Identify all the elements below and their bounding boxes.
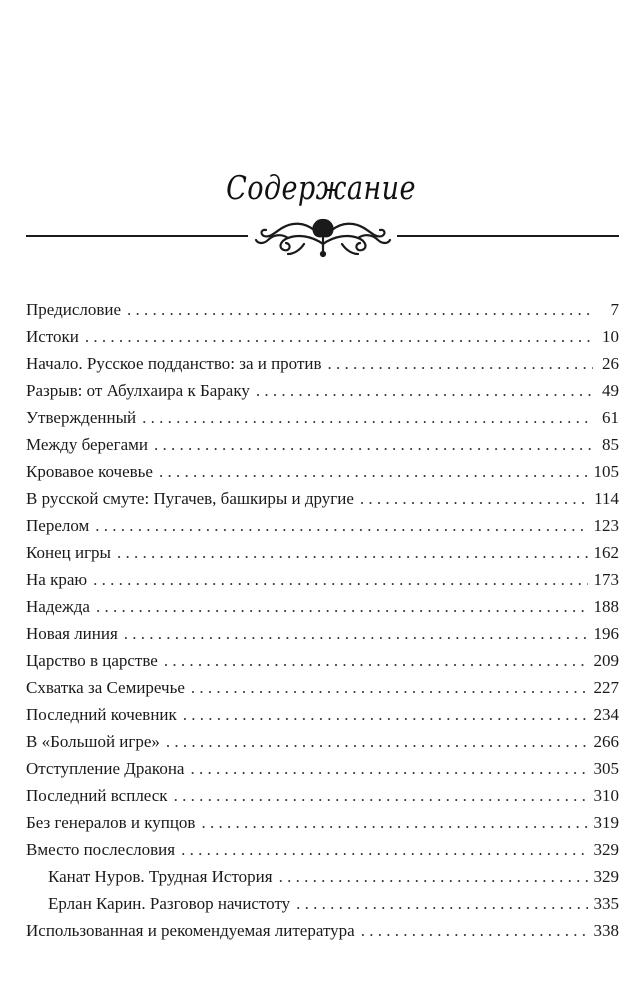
toc-entry-page: 7	[610, 300, 619, 319]
toc-leader-dots	[159, 458, 588, 485]
toc-entry-title: Ерлан Карин. Разговор начистоту	[48, 894, 291, 913]
toc-leader-dots	[166, 728, 588, 755]
toc-entry-title: Начало. Русское подданство: за и против	[26, 354, 322, 373]
toc-leader-dots	[154, 431, 593, 458]
toc-entry-title: Предисловие	[26, 300, 122, 319]
table-of-contents	[26, 296, 619, 944]
toc-entry-title: Новая линия	[26, 624, 118, 643]
toc-entry-title: Использованная и рекомендуемая литература	[26, 921, 355, 940]
toc-entry-page: 10	[602, 327, 619, 346]
toc-entry[interactable]	[26, 377, 619, 404]
toc-entry[interactable]	[26, 404, 619, 431]
toc-leader-dots	[296, 890, 587, 917]
toc-leader-dots	[127, 296, 593, 323]
ornament-icon	[252, 214, 394, 258]
toc-entry-title: Конец игры	[26, 543, 111, 562]
toc-entry-title: Надежда	[26, 597, 90, 616]
toc-entry-title: Перелом	[26, 516, 90, 535]
toc-leader-dots	[201, 809, 587, 836]
toc-entry-title: Вместо послесловия	[26, 840, 176, 859]
toc-entry-page: 329	[593, 867, 619, 886]
toc-entry[interactable]	[26, 512, 619, 539]
toc-leader-dots	[93, 566, 587, 593]
toc-leader-dots	[95, 512, 587, 539]
divider-right	[397, 235, 619, 237]
toc-entry[interactable]	[26, 620, 619, 647]
toc-entry[interactable]	[26, 809, 619, 836]
toc-entry-page: 319	[593, 813, 619, 832]
toc-entry-title: Схватка за Семиречье	[26, 678, 185, 697]
title-ornament	[26, 211, 619, 261]
toc-entry[interactable]	[26, 782, 619, 809]
toc-entry-page: 123	[593, 516, 619, 535]
toc-leader-dots	[117, 539, 588, 566]
toc-entry[interactable]	[26, 593, 619, 620]
toc-subentry[interactable]	[26, 890, 619, 917]
toc-entry-page: 188	[593, 597, 619, 616]
toc-entry[interactable]	[26, 728, 619, 755]
toc-entry-title: Канат Нуров. Трудная История	[48, 867, 273, 886]
toc-entry-title: Отступление Дракона	[26, 759, 185, 778]
toc-entry-title: Кровавое кочевье	[26, 462, 153, 481]
toc-entry-title: Между берегами	[26, 435, 148, 454]
toc-leader-dots	[142, 404, 593, 431]
toc-entry[interactable]	[26, 566, 619, 593]
toc-entry-title: Истоки	[26, 327, 79, 346]
toc-leader-dots	[190, 755, 587, 782]
toc-entry-page: 105	[593, 462, 619, 481]
toc-leader-dots	[164, 647, 588, 674]
toc-entry-title: Последний всплеск	[26, 786, 168, 805]
toc-entry[interactable]	[26, 431, 619, 458]
toc-leader-dots	[181, 836, 587, 863]
toc-entry-page: 227	[593, 678, 619, 697]
toc-subentry[interactable]	[26, 863, 619, 890]
toc-entry[interactable]	[26, 296, 619, 323]
toc-entry[interactable]	[26, 674, 619, 701]
toc-entry-page: 173	[593, 570, 619, 589]
toc-entry-page: 234	[593, 705, 619, 724]
toc-entry-page: 162	[593, 543, 619, 562]
toc-entry-title: В «Большой игре»	[26, 732, 160, 751]
toc-entry-title: Царство в царстве	[26, 651, 158, 670]
toc-entry-page: 85	[602, 435, 619, 454]
toc-entry[interactable]	[26, 539, 619, 566]
toc-entry-page: 338	[593, 921, 619, 940]
toc-leader-dots	[191, 674, 588, 701]
toc-entry[interactable]	[26, 917, 619, 944]
toc-entry-page: 266	[593, 732, 619, 751]
toc-leader-dots	[361, 917, 588, 944]
toc-leader-dots	[183, 701, 588, 728]
toc-entry-page: 26	[602, 354, 619, 373]
toc-entry[interactable]	[26, 647, 619, 674]
toc-entry[interactable]	[26, 485, 619, 512]
toc-entry-page: 61	[602, 408, 619, 427]
toc-entry-title: На краю	[26, 570, 88, 589]
toc-leader-dots	[174, 782, 588, 809]
toc-leader-dots	[328, 350, 593, 377]
toc-entry[interactable]	[26, 323, 619, 350]
toc-entry[interactable]	[26, 836, 619, 863]
toc-entry-title: Без генералов и купцов	[26, 813, 196, 832]
toc-leader-dots	[256, 377, 593, 404]
toc-entry-title: Утвержденный	[26, 408, 137, 427]
toc-entry[interactable]	[26, 755, 619, 782]
toc-leader-dots	[96, 593, 588, 620]
toc-entry-title: Разрыв: от Абулхаира к Бараку	[26, 381, 250, 400]
toc-entry-page: 49	[602, 381, 619, 400]
toc-leader-dots	[279, 863, 588, 890]
toc-entry-page: 114	[594, 489, 619, 508]
toc-entry-title: Последний кочевник	[26, 705, 177, 724]
toc-entry-page: 310	[593, 786, 619, 805]
toc-entry-title: В русской смуте: Пугачев, башкиры и другие	[26, 489, 354, 508]
toc-entry[interactable]	[26, 458, 619, 485]
toc-entry[interactable]	[26, 350, 619, 377]
page-title: Содержание	[226, 168, 416, 207]
toc-leader-dots	[85, 323, 593, 350]
toc-entry-page: 305	[593, 759, 619, 778]
divider-left	[26, 235, 248, 237]
toc-entry-page: 329	[593, 840, 619, 859]
toc-entry-page: 196	[593, 624, 619, 643]
toc-entry[interactable]	[26, 701, 619, 728]
toc-entry-page: 335	[593, 894, 619, 913]
toc-entry-page: 209	[593, 651, 619, 670]
toc-leader-dots	[360, 485, 588, 512]
toc-leader-dots	[124, 620, 588, 647]
